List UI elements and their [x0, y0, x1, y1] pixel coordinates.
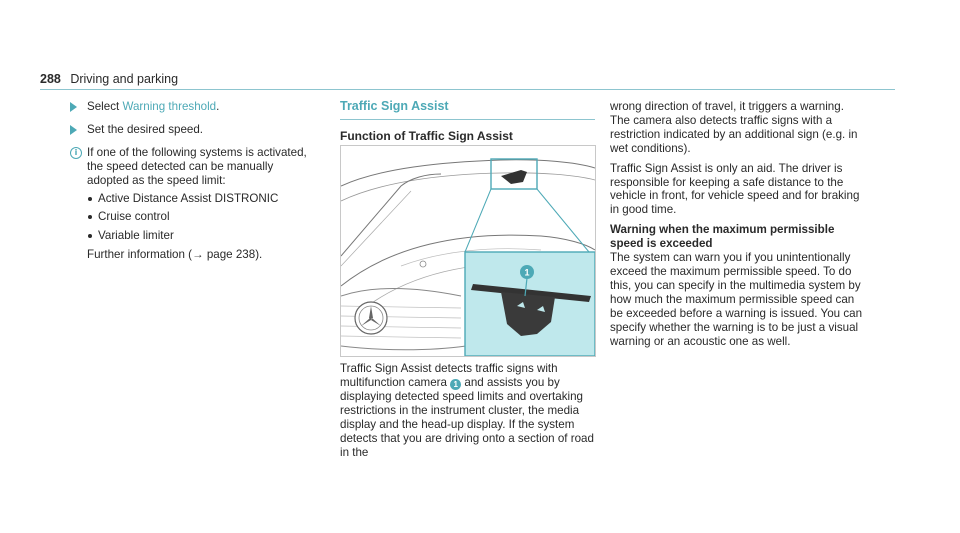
- section-rule: [340, 119, 595, 120]
- step-suffix: .: [216, 100, 220, 113]
- figure-caption: [340, 362, 596, 459]
- column-middle: [340, 100, 596, 144]
- camera-badge-icon: 1: [450, 379, 461, 390]
- paragraph: wrong direction of travel, it triggers a warning. The camera also detects traffic signs with a restriction indicated by an additional sign (e.g. in wet conditions).: [610, 100, 858, 155]
- paragraph: The system can warn you if you unintentionally exceed the maximum permissible speed. To do this, you can specify in the multimedia system by how much the maximum permissible speed can be exceeded before a warning is issued. You can specify whether the warning is to be just a visual warning or an acoustic one as well.: [610, 251, 863, 348]
- step-arrow-icon: [70, 125, 77, 135]
- step-set-speed: [70, 123, 315, 137]
- section-name: Driving and parking: [70, 72, 179, 86]
- step-select-warning: [70, 100, 315, 114]
- column-left: [70, 100, 315, 262]
- car-camera-illustration: [340, 145, 596, 357]
- caption-text: Traffic Sign Assist detects traffic signs with multifunction camera: [340, 362, 558, 389]
- header-rule: [40, 89, 895, 90]
- page-number: 288: [40, 72, 61, 86]
- step-text: Select: [87, 100, 123, 113]
- subsection-heading: Warning when the maximum permissible speed is exceeded: [610, 223, 835, 251]
- info-icon: i: [70, 147, 82, 159]
- section-title: Traffic Sign Assist: [340, 99, 449, 113]
- subsection-title: Function of Traffic Sign Assist: [340, 128, 513, 143]
- camera-icon: [501, 170, 527, 184]
- info-text: If one of the following systems is activated, the speed detected can be manually adopted as the speed limit:: [87, 145, 307, 187]
- list-item: Variable limiter: [87, 229, 315, 243]
- step-arrow-icon: [70, 102, 77, 112]
- page-header: [40, 72, 178, 86]
- car-front-drawing: [341, 146, 595, 356]
- list-item: Active Distance Assist DISTRONIC: [87, 192, 315, 206]
- list-item: Cruise control: [87, 210, 315, 224]
- warning-threshold-link[interactable]: Warning threshold: [122, 100, 217, 113]
- figure-badge-label: 1: [524, 267, 530, 278]
- further-info-link[interactable]: Further information (→ page 238).: [87, 248, 263, 262]
- paragraph: Traffic Sign Assist is only an aid. The driver is responsible for keeping a safe distance to the vehicle in front, for vehicle speed and for braking in good time.: [610, 161, 860, 217]
- system-list: [87, 192, 315, 244]
- info-note: [70, 146, 315, 262]
- step-text: Set the desired speed.: [87, 122, 204, 136]
- caption-text-cont: and assists you by displaying detected speed limits and overtaking restrictions in the instrument cluster, the media display and the head-up display. If the system detects that you are driving onto a section of road in the: [340, 375, 594, 459]
- column-right: [610, 100, 865, 354]
